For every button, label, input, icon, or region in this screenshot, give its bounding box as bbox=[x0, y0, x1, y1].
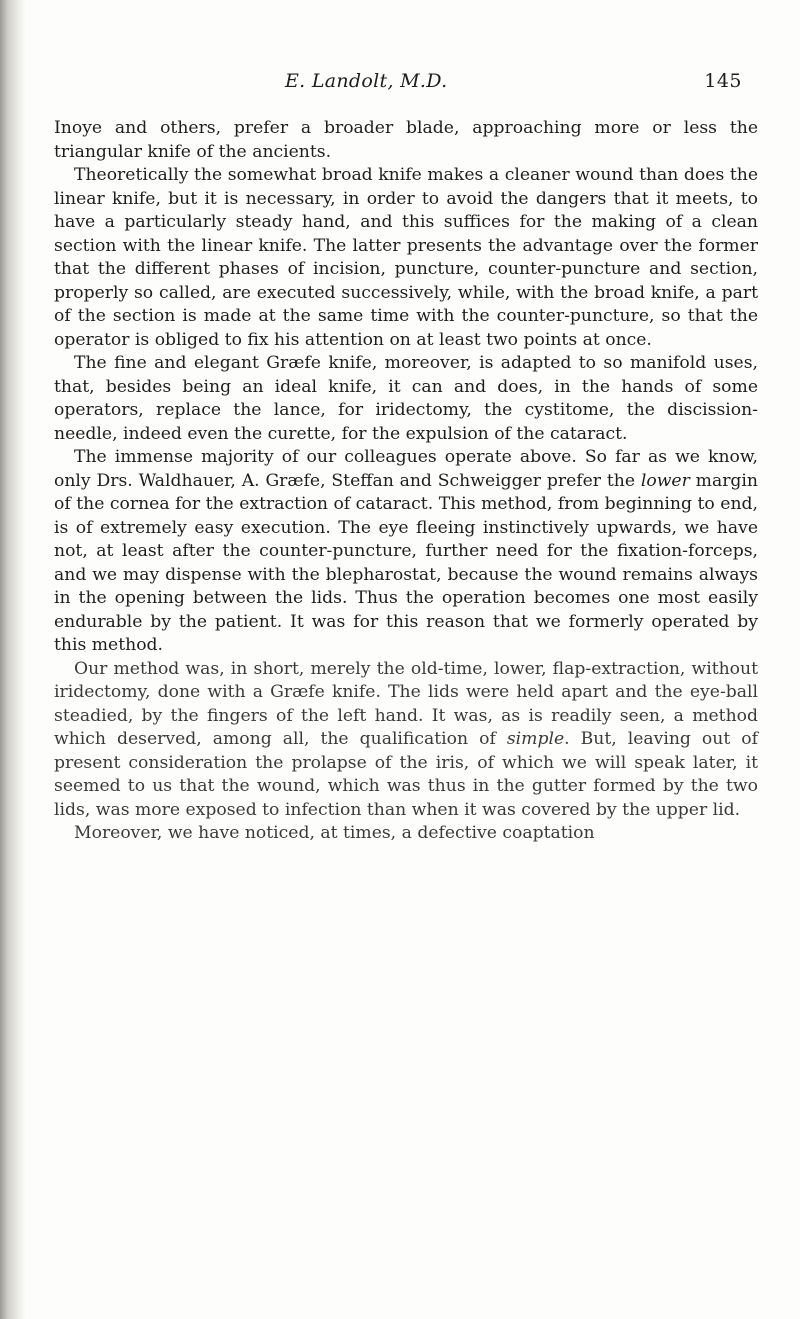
paragraph-1 bbox=[54, 117, 758, 164]
paragraph-6-text: Moreover, we have noticed, at times, a defective coaptation bbox=[74, 823, 595, 843]
paragraph-2 bbox=[54, 164, 758, 352]
paragraph-5-emphasis: simple bbox=[506, 729, 565, 749]
paragraph-5-text-a: Our method was, in short, merely the old-time, lower, flap-extraction, without iridectomy, done with a Græfe knife. The lids were held apart and the eye-ball steadied, by the fingers of the left hand. It was, as is readily seen, a method which deserved, among all, the qualification of bbox=[54, 658, 758, 749]
paragraph-4-text-b: margin of the cornea for the extraction of cataract. This method, from beginning to end, is of extremely easy execution. The eye fleeing instinctively upwards, we have not, at least after the counter-puncture, further need for the fixation-forceps, and we may dispense with the blepharostat, because the wound remains always in the opening between the lids. Thus the operation becomes one most easily endurable by the patient. It was for this reason that we formerly operated by this method. bbox=[54, 470, 758, 655]
paragraph-4 bbox=[54, 446, 758, 658]
paragraph-2-text: Theoretically the somewhat broad knife makes a cleaner wound than does the linear knife, but it is necessary, in order to avoid the dangers that it meets, to have a particularly steady hand, and this suffices for the making of a clean section with the linear knife. The latter presents the advantage over the former that the different phases of incision, puncture, counter-puncture and section, properly so called, are executed successively, while, with the broad knife, a part of the section is made at the same time with the counter-puncture, so that the operator is obliged to fix his attention on at least two points at once. bbox=[54, 165, 758, 350]
page-binding-shadow bbox=[0, 0, 26, 1319]
paragraph-6 bbox=[54, 822, 758, 846]
paragraph-3-text: The fine and elegant Græfe knife, moreover, is adapted to so manifold uses, that, besides being an ideal knife, it can and does, in the hands of some operators, replace the lance, for iridectomy, the cystitome, the discission-needle, indeed even the curette, for the expulsion of the cataract. bbox=[54, 353, 758, 444]
paragraph-1-text: Inoye and others, prefer a broader blade, approaching more or less the triangular knife of the ancients. bbox=[54, 118, 758, 162]
running-header bbox=[285, 70, 742, 100]
running-header-author: E. Landolt, M.D. bbox=[285, 70, 448, 92]
paragraph-4-text-a: The immense majority of our colleagues operate above. So far as we know, only Drs. Waldhauer, A. Græfe, Steffan and Schweigger prefer the bbox=[54, 447, 758, 491]
paragraph-5-text-b: . But, leaving out of present consideration the prolapse of the iris, of which we will speak later, it seemed to us that the wound, which was thus in the gutter formed by the two lids, was more exposed to infection than when it was covered by the upper lid. bbox=[54, 729, 758, 820]
page-number: 145 bbox=[704, 70, 742, 92]
paragraph-5 bbox=[54, 658, 758, 823]
paragraph-4-emphasis: lower bbox=[640, 470, 690, 491]
body-text bbox=[54, 117, 758, 846]
paragraph-3 bbox=[54, 352, 758, 446]
